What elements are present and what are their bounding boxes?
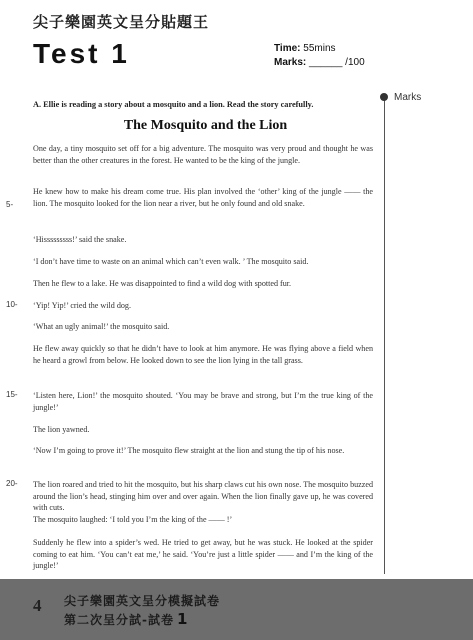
story-paragraph: ‘I don’t have time to waste on an animal which can’t even walk. ’ The mosquito said. (33, 257, 309, 266)
marks-label: Marks: (274, 57, 307, 68)
footer-paper-number: 1 (176, 610, 189, 628)
page-number: 4 (33, 596, 42, 615)
story-paragraph: He flew away quickly so that he didn’t have to look at him anymore. He was flying above a field when he heard a growl from below. He looked down to see the lion lying in the tall grass. (33, 344, 373, 365)
brand-title: 尖子樂園英文呈分貼題王 (33, 13, 210, 31)
line-number: 15- (6, 390, 18, 399)
story-paragraph: The mosquito laughed: ‘I told you I’m the king of the —— !’ (33, 515, 233, 524)
story-paragraph: ‘Listen here, Lion!’ the mosquito shouted. ‘You may be brave and strong, but I’m the true king of the jungle!’ (33, 391, 373, 412)
time-value: 55mins (303, 43, 336, 54)
test-title: Test 1 (33, 38, 130, 69)
story-paragraph: ‘Hisssssssss!’ said the snake. (33, 235, 127, 244)
story-paragraph: ‘Yip! Yip!’ cried the wild dog. (33, 301, 132, 310)
story-paragraph: ‘What an ugly animal!’ the mosquito said. (33, 322, 170, 331)
story-paragraph: One day, a tiny mosquito set off for a big adventure. The mosquito was very proud and thought he was better than the other creatures in the forest. He wanted to be the king of the jungle. (33, 144, 373, 165)
time-info (274, 43, 336, 54)
story-paragraph: ‘Now I’m going to prove it!’ The mosquito flew straight at the lion and stung the tip of his nose. (33, 446, 345, 455)
story-paragraph: Suddenly he flew into a spider’s wed. He tried to get away, but he was stuck. He looked at the spider coming to eat him. ‘You can’t eat me,’ he said. ‘You’re just a little spider —— and I’m the king of the jungle!’ (33, 538, 373, 571)
story-paragraph: The lion roared and tried to hit the mosquito, but his sharp claws cut his own nose. The mosquito buzzed around the lion’s head, stinging him over and over again. When the lion finally gave up, he was covered with cuts. (33, 480, 373, 513)
footer-paper-label: 第二次呈分試-試卷 (64, 613, 174, 627)
section-instruction: A. Ellie is reading a story about a mosquito and a lion. Read the story carefully. (33, 100, 314, 109)
story-paragraph: The lion yawned. (33, 425, 90, 434)
time-label: Time: (274, 43, 301, 54)
story-paragraph: Then he flew to a lake. He was disappointed to find a wild dog with spotted fur. (33, 279, 292, 288)
marks-value: ______ /100 (309, 57, 365, 68)
line-number: 20- (6, 479, 18, 488)
marks-info (274, 57, 365, 68)
line-number: 5- (6, 200, 14, 209)
line-number: 10- (6, 300, 18, 309)
footer-series-title: 尖子樂園英文呈分模擬試卷 (64, 594, 221, 608)
story-title: The Mosquito and the Lion (123, 118, 288, 133)
marks-bullet-icon (380, 93, 388, 101)
footer-paper-title (64, 610, 188, 628)
story-paragraph: He knew how to make his dream come true. His plan involved the ‘other’ king of the jungle —— the lion. The mosquito looked for the lion near a river, but he only found and old snake. (33, 187, 373, 208)
marks-column-line (384, 96, 385, 574)
marks-column-label: Marks (394, 92, 422, 103)
